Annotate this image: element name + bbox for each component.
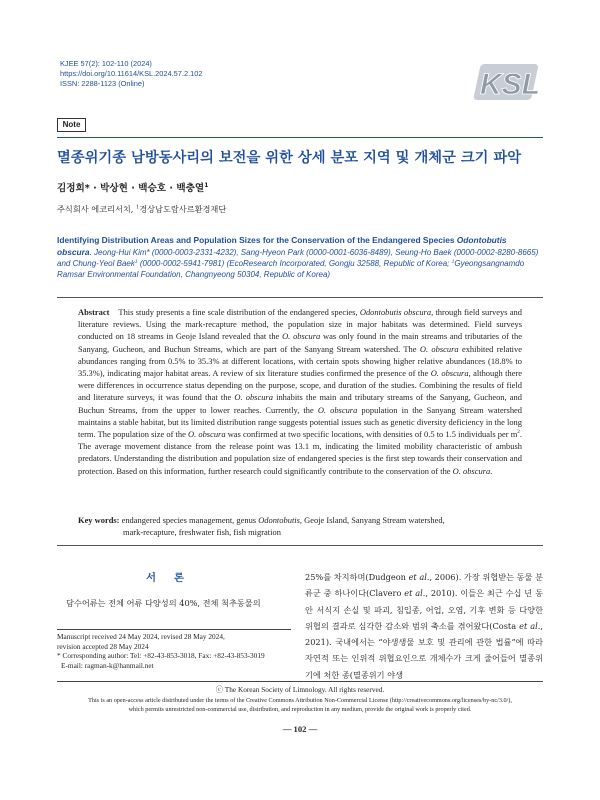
- note-badge: Note: [57, 118, 86, 132]
- abstract-bottom-divider: [57, 545, 543, 546]
- copyright: ⓒ The Korean Society of Limnology. All rights reserved.: [215, 685, 385, 694]
- abstract-text: was confirmed at two specific locations, with densities of 0.5 to 1.5 individuals per m: [225, 429, 518, 440]
- journal-issn: ISSN: 2288-1123 (Online): [60, 79, 145, 89]
- license-text: [57, 697, 543, 714]
- english-authors-sup: 1: [134, 259, 138, 265]
- keywords: [78, 514, 522, 538]
- korean-affiliation: [57, 204, 226, 215]
- ksl-logo-text: KSL: [480, 68, 540, 101]
- abstract-label: Abstract: [78, 307, 110, 317]
- intro-text: , 2021). 국내에서는 “야생생물 보호 및 관리에 관한 법률”에 따라 자연적 또는 인위적 위협요인으로 개체수가 크게 줄어들어 멸종위기에 처한 종(멸종위기 야생: [305, 620, 543, 680]
- english-authors-end: (0000-0002-5941-7981) (EcoResearch Incorporated, Gongju 32588, Republic of Korea;: [137, 258, 452, 268]
- english-title-block: [57, 235, 543, 281]
- abstract-text: , although there were differences in occurrence status depending on the purpose, scope, and duration of the studies. Combining the results of field and literature surveys, it was found that the: [78, 368, 522, 403]
- intro-etal: et al.: [519, 620, 541, 631]
- english-affil-end: Gyeongsangnamdo Ramsar Environmental Foundation, Changnyeong 50304, Republic of Korea): [57, 258, 525, 279]
- abstract-text: was only found in the main streams and tributaries of the Sanyang, Gucheon, and Buchun Streams, which are part of the Sanyang Stream watershed. The: [78, 331, 522, 354]
- footnote-received: Manuscript received 24 May 2024, revised 28 May 2024,: [57, 632, 225, 641]
- intro-left-text: 담수어류는 전체 어류 다양성의 40%, 전체 척추동물의: [66, 598, 261, 608]
- abstract-text: . The average movement distance from the release point was 13.1 m, indicating the limited mobility characteristic of ambush predators. Understanding the distribution and population size of endangered species is the first step towards their conservation and protection. Based on this information, further research could significantly contribute to the conservation of the: [78, 429, 522, 476]
- abstract-species: O. obscura: [317, 404, 358, 415]
- korean-authors-sup: 1: [204, 181, 209, 189]
- license-line-1: This is an open-access article distributed under the terms of the Creative Commons Attribution Non-Commercial License (http://creativecommons.org/licenses/by-nc/3.0/),: [88, 697, 512, 704]
- keywords-line-2: mark-recapture, freshwater fish, fish migration: [123, 527, 281, 538]
- keywords-genus: Odontobutis: [258, 515, 300, 525]
- abstract-superscript: 2: [517, 429, 520, 436]
- abstract-top-divider: [57, 297, 543, 298]
- intro-etal: et al.: [404, 588, 426, 599]
- ksl-logo: [470, 58, 544, 106]
- intro-right-column: [305, 569, 543, 683]
- footnote-corresponding: * Corresponding author: Tel: +82-43-853-3018, Fax: +82-43-853-3019: [57, 651, 265, 661]
- abstract-species: O. obscura: [282, 331, 321, 342]
- abstract-species: O. obscura: [452, 465, 491, 476]
- journal-meta: [60, 59, 202, 90]
- footer-divider: [57, 681, 543, 682]
- journal-citation: KJEE 57(2): 102-110 (2024): [60, 59, 152, 68]
- english-title: Identifying Distribution Areas and Population Sizes for the Conservation of the Endangered Species: [57, 235, 455, 245]
- page-number: — 102 —: [282, 724, 318, 734]
- abstract-text: exhibited relative abundances ranging from 0.5% to 35.3% at different locations, with certain spots showing higher relative abundances (18.8% to 35.3%), indicating major habitat areas. A review of six literature studies confirmed the presence of the: [78, 343, 522, 379]
- abstract-text: population in the Sanyang Stream watershed maintains a stable habitat, but its limited distribution range suggests potential issues such as genetic diversity deficiency in the long term. The population size of the: [78, 404, 523, 440]
- footnote-accepted: revision accepted 28 May 2024: [57, 641, 149, 651]
- intro-text: , 2010). 이들은 최근 수십 년 동안 서식지 손실 및 파괴, 침입종, 어업, 오염, 기후 변화 등 다양한 위협의 결과로 심각한 감소와 범위 축소를 겪어왔다(Costa: [305, 588, 543, 631]
- english-authors: . Jeong-Hui Kim* (0000-0003-2331-4232), Sang-Hyeon Park (0000-0001-6036-8489), Seung-Ho Baek (0000-0002-8280-8665) and Chung-Yeol Baek: [57, 247, 539, 268]
- abstract-species: Odontobutis obscura: [359, 307, 432, 317]
- abstract-text: inhabits the main and tributary streams of the Sanyang, Gucheon, and Buchun Streams, from the upper to lower reaches. Currently, the: [78, 392, 522, 415]
- footnote: [57, 632, 297, 671]
- english-affil-sup: 1: [451, 259, 455, 265]
- korean-affil-b: 경상남도람사르환경재단: [139, 204, 227, 214]
- korean-affil-sup: 1: [136, 204, 140, 211]
- footnote-email: E-mail: ragman-k@hanmail.net: [61, 661, 154, 671]
- korean-affil-a: 주식회사 에코리서치,: [57, 204, 136, 214]
- keywords-label: Key words:: [78, 515, 120, 525]
- abstract-text: , through field surveys and literature reviews. Using the mark-recapture method, the population size in major habitats was determined. Field surveys conducted on 18 streams in Geoje Island revealed that the: [78, 307, 522, 342]
- intro-text: , 2006). 가장 위협받는 동물 분류군 중 하나이다(Clavero: [305, 572, 543, 599]
- section-heading-intro: 서론: [145, 572, 203, 584]
- intro-etal: et al.: [408, 572, 430, 582]
- keywords-text: , Geoje Island, Sanyang Stream watershed,: [299, 515, 445, 525]
- abstract-species: O. obscura: [234, 392, 273, 403]
- abstract-text: .: [490, 465, 493, 476]
- header-divider: [57, 137, 543, 138]
- abstract-species: O. obscura: [430, 368, 469, 379]
- english-species: Odontobutis obscura: [57, 235, 507, 257]
- intro-text: 25%를 차지하며(Dudgeon: [305, 572, 409, 582]
- abstract-species: O. obscura: [419, 343, 459, 354]
- license-line-2: which permits unrestricted non-commercial use, distribution, and reproduction in any medium, provide the original work is properly cited.: [128, 705, 472, 713]
- abstract-text: This study presents a fine scale distribution of the endangered species,: [118, 307, 360, 317]
- korean-authors-names: 김정희* · 박상현 · 백승호 · 백충열: [57, 183, 205, 194]
- keywords-text: endangered species management, genus: [119, 515, 259, 525]
- abstract-species: O. obscura: [188, 429, 226, 440]
- footnote-divider: [57, 629, 291, 630]
- korean-title: 멸종위기종 남방동사리의 보전을 위한 상세 분포 지역 및 개체군 크기 파악: [57, 150, 522, 166]
- korean-authors: [57, 180, 208, 194]
- abstract: [78, 306, 522, 477]
- journal-doi-link[interactable]: https://doi.org/10.11614/KSL.2024.57.2.102: [60, 69, 203, 79]
